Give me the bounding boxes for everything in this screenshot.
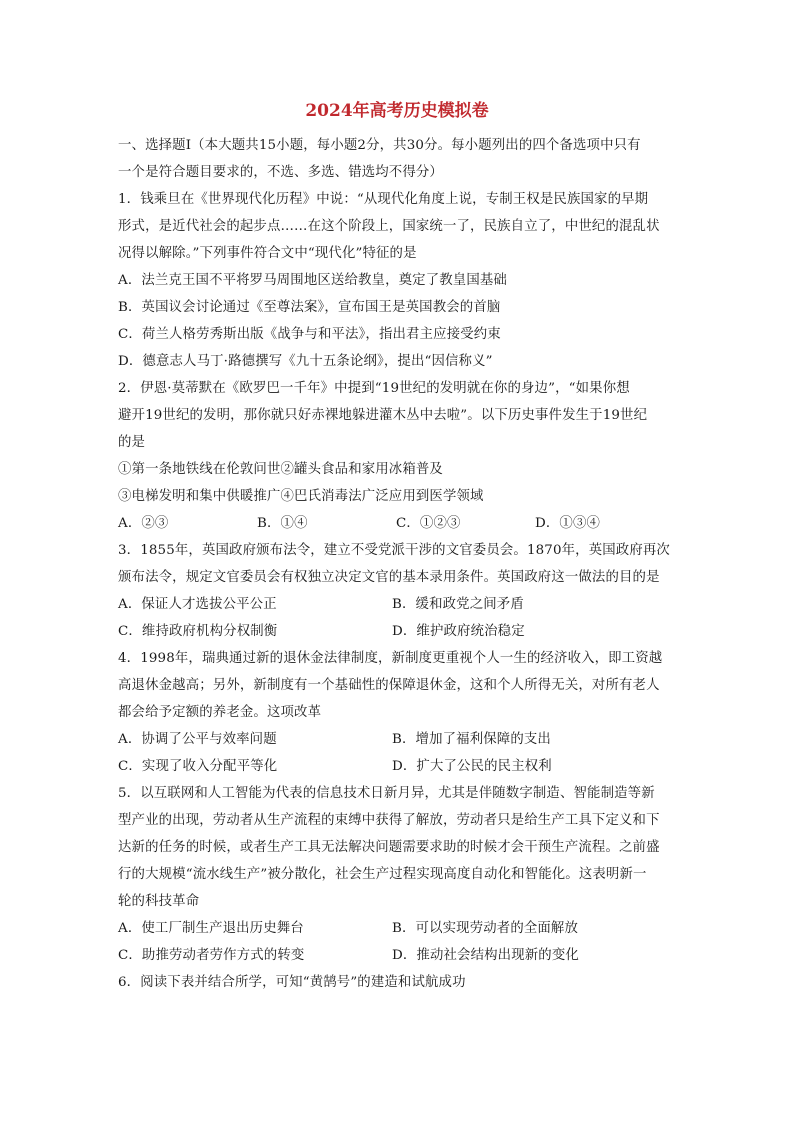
options-row (118, 510, 684, 537)
option-c: C．荷兰人格劳秀斯出版《战争与和平法》，指出君主应接受约束 (118, 327, 501, 342)
question-stem-line: 3．1855年，英国政府颁布法令，建立不受党派干涉的文官委员会。1870年，英国政府再次 (118, 543, 670, 558)
question-stem-line: 达新的任务的时候，或者生产工具无法解决问题需要求助的时候才会干预生产流程。之前盛 (118, 840, 660, 855)
question-2 (118, 375, 684, 537)
options-row (118, 726, 684, 753)
options-row (118, 618, 684, 645)
option-b: B．可以实现劳动者的全面解放 (392, 921, 579, 936)
option-a: A．协调了公平与效率问题 (118, 732, 277, 747)
option-a: A．使工厂制生产退出历史舞台 (118, 921, 304, 936)
option-a: A．保证人才选拔公平公正 (118, 597, 277, 612)
question-stem-line: 1．钱乘旦在《世界现代化历程》中说：“从现代化角度上说，专制王权是民族国家的早期 (118, 192, 649, 207)
section-line: 一个是符合题目要求的，不选、多选、错选均不得分） (118, 165, 443, 180)
question-stem-line: 行的大规模“流水线生产”被分散化，社会生产过程实现高度自动化和智能化。这表明新一 (118, 867, 647, 882)
question-3 (118, 537, 684, 645)
section-instructions (118, 132, 684, 186)
question-stem-line: ③电梯发明和集中供暖推广④巴氏消毒法广泛应用到医学领域 (118, 489, 484, 504)
question-stem-line: 的是 (118, 435, 146, 450)
question-stem-line: ①第一条地铁线在伦敦问世②罐头食品和家用冰箱普及 (118, 462, 443, 477)
question-stem-line: 况得以解除。”下列事件符合文中“现代化”特征的是 (118, 246, 417, 261)
question-stem-line: 5．以互联网和人工智能为代表的信息技术日新月异，尤其是伴随数字制造、智能制造等新 (118, 786, 655, 801)
option-b: B．缓和政党之间矛盾 (392, 597, 524, 612)
section-line: 一、选择题Ⅰ（本大题共15小题，每小题2分，共30分。每小题列出的四个备选项中只有 (118, 138, 641, 153)
option-d: D．维护政府统治稳定 (392, 624, 525, 639)
options-row (118, 915, 684, 942)
option-c: C．①②③ (396, 516, 461, 531)
option-b: B．英国议会讨论通过《至尊法案》，宣布国王是英国教会的首脑 (118, 300, 501, 315)
option-b: B．增加了福利保障的支出 (392, 732, 551, 747)
options-row (118, 942, 684, 969)
exam-title: 2024年高考历史模拟卷 (305, 101, 489, 121)
option-c: C．助推劳动者劳作方式的转变 (118, 948, 305, 963)
option-c: C．实现了收入分配平等化 (118, 759, 278, 774)
option-d: D．德意志人马丁·路德撰写《九十五条论纲》，提出“因信称义” (118, 354, 493, 369)
question-1 (118, 186, 684, 375)
option-d: D．扩大了公民的民主权利 (392, 759, 552, 774)
question-stem-line: 2．伊恩·莫蒂默在《欧罗巴一千年》中提到“19世纪的发明就在你的身边”，“如果你想 (118, 381, 630, 396)
question-stem-line: 型产业的出现，劳动者从生产流程的束缚中获得了解放，劳动者只是给生产工具下定义和下 (118, 813, 660, 828)
question-4 (118, 645, 684, 780)
option-a: A．②③ (118, 516, 169, 531)
question-stem-line: 形式，是近代社会的起步点……在这个阶段上，国家统一了，民族自立了，中世纪的混乱状 (118, 219, 660, 234)
question-stem-line: 轮的科技革命 (118, 894, 200, 909)
options-row (118, 753, 684, 780)
option-c: C．维持政府机构分权制衡 (118, 624, 278, 639)
option-d: D．①③④ (535, 516, 601, 531)
exam-content (118, 132, 684, 996)
option-b: B．①④ (257, 516, 308, 531)
question-stem-line: 高退休金越高；另外，新制度有一个基础性的保障退休金，这和个人所得无关，对所有老人 (118, 678, 660, 693)
question-stem-line: 避开19世纪的发明，那你就只好赤裸地躲进灌木丛中去啦”。以下历史事件发生于19世纪 (118, 408, 648, 423)
option-d: D．推动社会结构出现新的变化 (392, 948, 579, 963)
options-row (118, 591, 684, 618)
option-a: A．法兰克王国不平将罗马周围地区送给教皇，奠定了教皇国基础 (118, 273, 507, 288)
question-5 (118, 780, 684, 969)
question-stem-line: 6．阅读下表并结合所学，可知“黄鹄号”的建造和试航成功 (118, 975, 466, 990)
question-stem-line: 颁布法令，规定文官委员会有权独立决定文官的基本录用条件。英国政府这一做法的目的是 (118, 570, 660, 585)
question-stem-line: 都会给予定额的养老金。这项改革 (118, 705, 322, 720)
question-6 (118, 969, 684, 996)
question-stem-line: 4．1998年，瑞典通过新的退休金法律制度，新制度更重视个人一生的经济收入，即工资越 (118, 651, 663, 666)
